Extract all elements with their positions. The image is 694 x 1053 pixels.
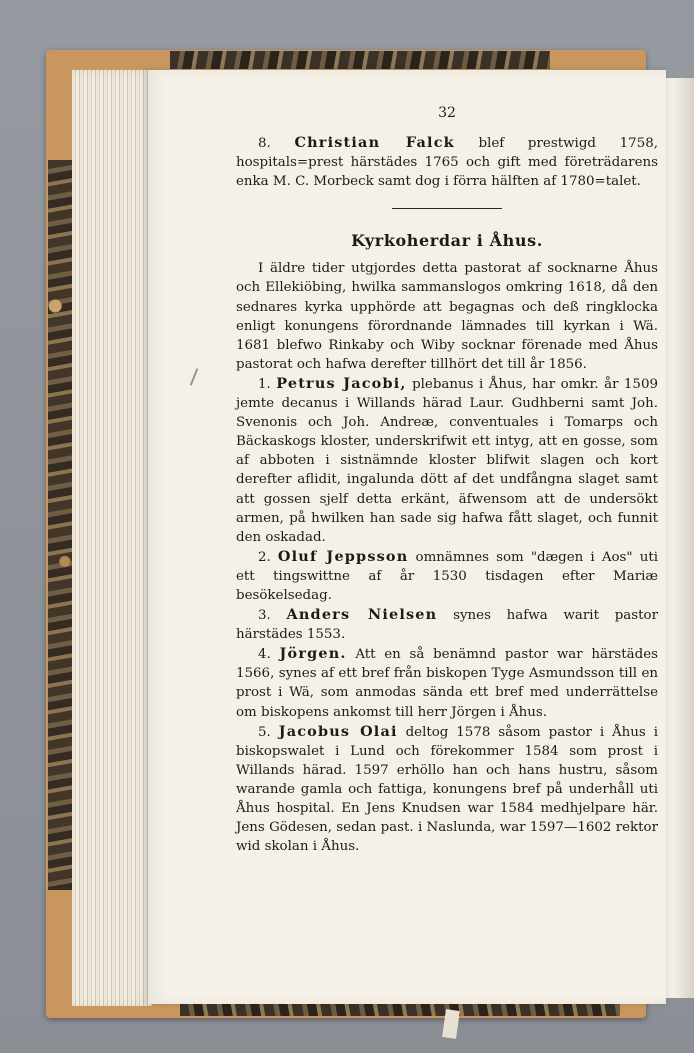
entry-4 xyxy=(236,644,658,721)
entry-name: Anders Nielsen xyxy=(286,606,438,624)
entry-5 xyxy=(236,722,658,857)
intro-paragraph: I äldre tider utgjordes detta pastorat af socknarne Åhus och Ellekiöbing, hwilka sammanslogos omkring 1618, då den sednares kyrka upphörde att begagnas och deß ringklocka enligt konungens förordnande lämnades till kyrkan i Wä. 1681 blefwo Rinkaby och Wiby socknar förenade med Åhus pastorat och hafwa derefter tillhört det till år 1856. xyxy=(236,261,658,372)
entry-number: 2. xyxy=(258,549,271,565)
marbled-cover-bottom xyxy=(180,1004,620,1016)
entry-name: Jörgen. xyxy=(279,645,347,663)
marbled-cover-spine xyxy=(48,160,72,890)
entry-name: Oluf Jeppsson xyxy=(277,547,409,565)
entry-text: synes hafwa warit pastor härstädes 1553. xyxy=(236,608,658,643)
entry-name: Christian Falck xyxy=(294,134,455,151)
entry-text: omnämnes som "dægen i Aos" uti ett tingswittne af år 1530 tisdagen efter Mariæ besökelsedag. xyxy=(236,549,658,603)
entry-number: 5. xyxy=(258,724,271,740)
entry-number: 4. xyxy=(258,647,271,663)
section-heading: Kyrkoherdar i Åhus. xyxy=(351,231,543,251)
entry-number: 8. xyxy=(258,136,271,151)
entry-1 xyxy=(236,374,658,547)
entry-number: 1. xyxy=(258,376,271,392)
page-number: 32 xyxy=(438,105,456,121)
entry-text: plebanus i Åhus, har omkr. år 1509 jemte decanus i Willands härad Laur. Gudhberni samt Joh. Svenonis och Joh. Andreæ, conventuales i Tomarps och Bäckaskogs kloster, underskrifwit ett intyg, att en gosse, som af abboten i sistnämnde kloster blifwit slagen och kort derefter aflidit, ingalunda dött af det undfångna slaget samt att gossen sjelf detta erkänt, äfwensom att de undersökt armen, på hwilken han sade sig hafwa fått slaget, och funnit den oskadad. xyxy=(236,376,658,545)
entry-name: Petrus Jacobi, xyxy=(276,374,407,392)
page-text xyxy=(236,104,658,856)
entry-name: Jacobus Olai xyxy=(278,722,398,740)
marbled-cover-top xyxy=(170,51,550,69)
entry-text: deltog 1578 såsom pastor i Åhus i biskopswalet i Lund och förekommer 1584 som prost i Willands härad. 1597 erhöllo han och hans hustru, såsom warande gamla och fattiga, konungens bref på underhåll uti Åhus hospital. En Jens Knudsen war 1584 medhjelpare här. Jens Gödesen, sedan past. i Naslunda, war 1597—1602 rektor wid skolan i Åhus. xyxy=(236,724,658,855)
paragraph-8 xyxy=(236,133,658,191)
entry-text: Att en så benämnd pastor war härstädes 1566, synes af ett bref från biskopen Tyge Asmundsson till en prost i Wä, som anmodas sända ett bref med underrättelse om biskopens ankomst till herr Jörgen i Åhus. xyxy=(236,647,659,720)
entry-number: 3. xyxy=(258,608,271,624)
entry-3 xyxy=(236,605,658,644)
entry-text: blef prestwigd 1758, hospitals=prest härstädes 1765 och gift med företrädarens enka M. C. Morbeck samt dog i förra hälften af 1780=talet. xyxy=(236,136,658,190)
section-divider xyxy=(392,208,502,209)
entry-2 xyxy=(236,547,658,605)
page-edges-left xyxy=(72,70,152,1006)
